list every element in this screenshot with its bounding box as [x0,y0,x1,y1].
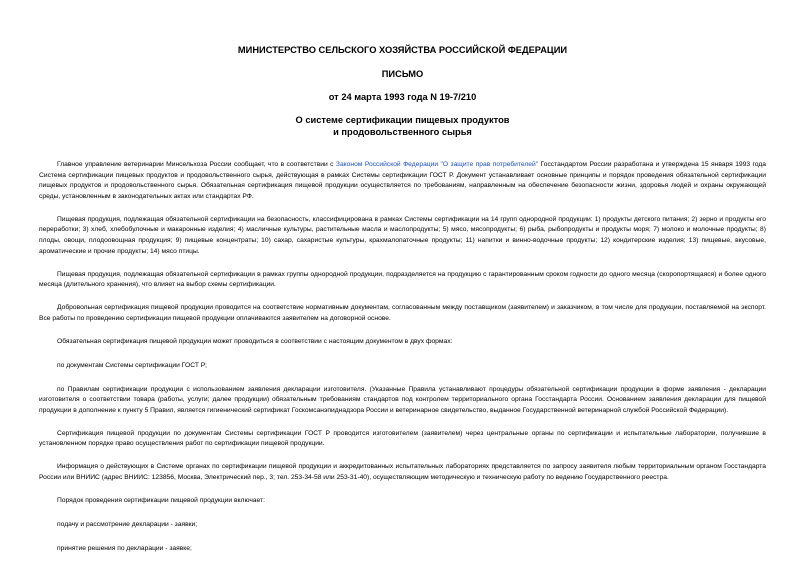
paragraph-registry-info: Информация о действующих в Системе органах по сертификации пищевой продукции и аккредитованных испытательных лабораториях представляется по запросу заявителя любым территориальным органом Госстандарта России или ВНИИС (адрес ВНИИС: 123856, Москва, Электрический пер., 3; тел. 253-34-58 или 253-31-40), осуществляющим методическую и техническую работу по ведению Государственного реестра. [39,463,766,481]
paragraph-gost-documents: по документам Системы сертификации ГОСТ Р; [57,361,207,369]
paragraph-certification-bodies: Сертификация пищевой продукции по документам Системы сертификации ГОСТ Р проводится изготовителем (заявителем) через центральные органы по сертификации и испытательные лаборатории, получившие в установленном порядке право осуществления работ по сертификации пищевой продукции. [39,429,766,448]
document-date: от 24 марта 1993 года N 19-7/210 [328,92,477,102]
document-title-line-2: и продовольственного сырья [333,127,472,137]
paragraph-voluntary-certification: Добровольная сертификация пищевой продукции проводится на соответствие нормативным документам, согласованным между поставщиком (заявителем) и заказчиком, в том числе для продукции, поставляемой на экспорт. Все работы по проведению сертификации пищевой продукции оплачиваются заявителем на договорной основе. [39,304,766,322]
document-type: ПИСЬМО [381,69,424,79]
paragraph-shelf-life: Пищевая продукция, подлежащая обязательной сертификации в рамках группы однородной продукции, подразделяется на продукцию с гарантированным сроком годности до одного месяца (скоропортящаяся) и более одного месяца (длительного хранения), что влияет на выбор схемы сертификации. [39,270,766,289]
paragraph-procedure-intro: Порядок проведения сертификации пищевой продукции включает: [57,496,265,504]
paragraph-intro-rest: Госстандартом России разработана и утверждена 15 января 1993 года Система сертификации пищевых продуктов и продовольственного сырья, действующая в рамках Системы сертификации ГОСТ Р. Документ устанавливает основные принципы и порядок проведения обязательной сертификации пищевых продуктов и продовольственного сырья. Обязательная сертификация пищевой продукции осуществляется по требованиям, направленным на обеспечение безопасности жизни, здоровья людей и охраны окружающей среды, установленным в законодательных актах или стандартах РФ. [39,161,766,200]
paragraph-mandatory-forms: Обязательная сертификация пищевой продукции может проводиться в соответствии с настоящим документом в двух формах: [57,337,453,345]
ministry-heading: МИНИСТЕРСТВО СЕЛЬСКОГО ХОЗЯЙСТВА РОССИЙСКОЙ ФЕДЕРАЦИИ [237,45,568,55]
document-title [39,114,766,138]
paragraph-procedure-step-2: принятие решения по декларации - заявке; [57,544,192,552]
paragraph-product-groups: Пищевая продукция, подлежащая обязательной сертификации на безопасность, классифицирована в рамках Системы сертификации на 14 групп однородной продукции: 1) продукты детского питания; 2) зерно и продукты его переработки; 3) хлеб, хлебобулочные и макаронные изделия; 4) масличные культуры, растительные масла и маслопродукты; 5) мясо, мясопродукты; 6) рыба, рыбопродукты и продукты моря; 7) молоко и молочные продукты; 8) плоды, овощи, плодоовощная продукция; 9) пищевые концентраты; 10) сахар, сахаристые культуры, крахмалопаточные продукты; 11) напитки и винно-водочные продукты; 12) кондитерские изделия; 13) пищевые, вкусовые, ароматические и прочие продукты; 14) мясо птицы. [39,215,766,255]
paragraph-declaration-rules: по Правилам сертификации продукции с использованием заявления декларации изготовителя. (Указанные Правила устанавливают процедуры обязательной сертификации продукции в форме заявления - декларации изготовителя о соответствии товара (работы, услуги; далее продукции) обязательным требованиям стандартов под контролем территориального органа Госстандарта России. Основанием заявления декларации для пищевой продукции в дополнение к пункту 5 Правил, является гигиенический сертификат Госкомсанэпиднадзора России и ветеринарное свидетельство, выданное Государственной ветеринарной службой Российской Федерации). [39,385,766,414]
document-body [39,160,766,555]
paragraph-intro-start: Главное управление ветеринарии Минсельхоза России сообщает, что в соответствии с [57,161,336,168]
consumer-rights-law-link[interactable]: Законом Российской Федерации "О защите прав потребителей" [335,161,539,168]
document-title-line-1: О системе сертификации пищевых продуктов [295,115,510,125]
paragraph-intro [39,160,766,202]
paragraph-procedure-step-1: подачу и рассмотрение декларации - заявки; [57,520,198,528]
